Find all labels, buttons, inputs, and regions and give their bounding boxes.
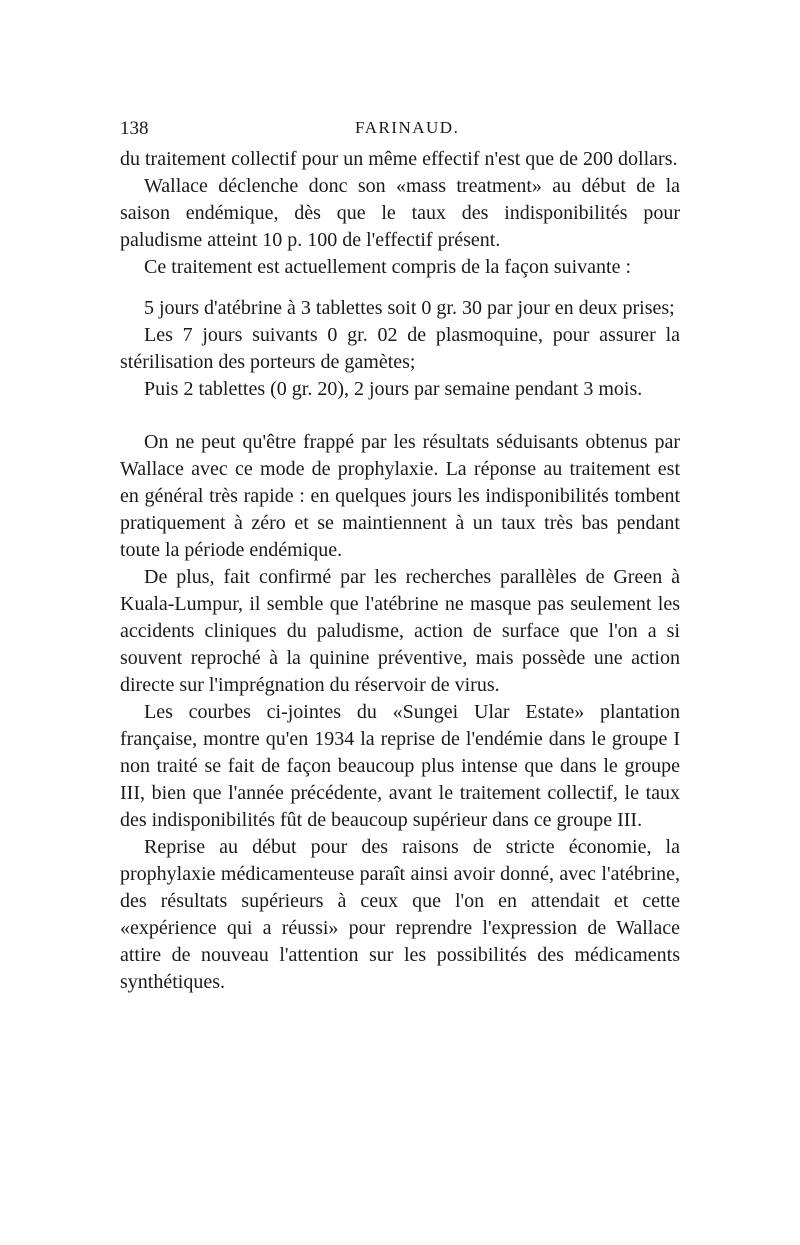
- document-page: [120, 112, 680, 996]
- spacer: [120, 403, 680, 429]
- paragraph: Les courbes ci-jointes du «Sungei Ular Estate» plantation française, montre qu'en 1934 la reprise de l'endémie dans le groupe I non traité se fait de façon beaucoup plus intense que dans le groupe III, bien que l'année précédente, avant le traitement collectif, le taux des indisponibilités fût de beaucoup supérieur dans ce groupe III.: [120, 701, 680, 831]
- paragraph: du traitement collectif pour un même effectif n'est que de 200 dollars.: [120, 148, 678, 170]
- paragraph: 5 jours d'atébrine à 3 tablettes soit 0 gr. 30 par jour en deux prises;: [144, 297, 675, 319]
- running-head: [120, 112, 680, 146]
- paragraph: Wallace déclenche donc son «mass treatment» au début de la saison endémique, dès que le taux des indisponibilités pour paludisme atteint 10 p. 100 de l'effectif présent.: [120, 175, 680, 251]
- paragraph: Les 7 jours suivants 0 gr. 02 de plasmoquine, pour assurer la stérilisation des porteurs de gamètes;: [120, 324, 680, 373]
- paragraph: Ce traitement est actuellement compris de la façon suivante :: [144, 256, 632, 278]
- running-title: FARINAUD.: [355, 118, 460, 137]
- paragraph: Puis 2 tablettes (0 gr. 20), 2 jours par semaine pendant 3 mois.: [144, 378, 643, 400]
- spacer: [120, 281, 680, 295]
- paragraph: De plus, fait confirmé par les recherches parallèles de Green à Kuala-Lumpur, il semble que l'atébrine ne masque pas seulement les accidents cliniques du paludisme, action de surface que l'on a si souvent reproché à la quinine préventive, mais possède une action directe sur l'imprégnation du réservoir de virus.: [120, 566, 680, 696]
- body-text: [120, 146, 680, 996]
- page-number: 138: [120, 118, 149, 139]
- paragraph: Reprise au début pour des raisons de stricte économie, la prophylaxie médicamenteuse paraît ainsi avoir donné, avec l'atébrine, des résultats supérieurs à ceux que l'on en attendait et cette «expérience qui a réussi» pour reprendre l'expression de Wallace attire de nouveau l'attention sur les possibilités des médicaments synthétiques.: [120, 836, 680, 993]
- paragraph: On ne peut qu'être frappé par les résultats séduisants obtenus par Wallace avec ce mode de prophylaxie. La réponse au traitement est en général très rapide : en quelques jours les indisponibilités tombent pratiquement à zéro et se maintiennent à un taux très bas pendant toute la période endémique.: [120, 431, 680, 561]
